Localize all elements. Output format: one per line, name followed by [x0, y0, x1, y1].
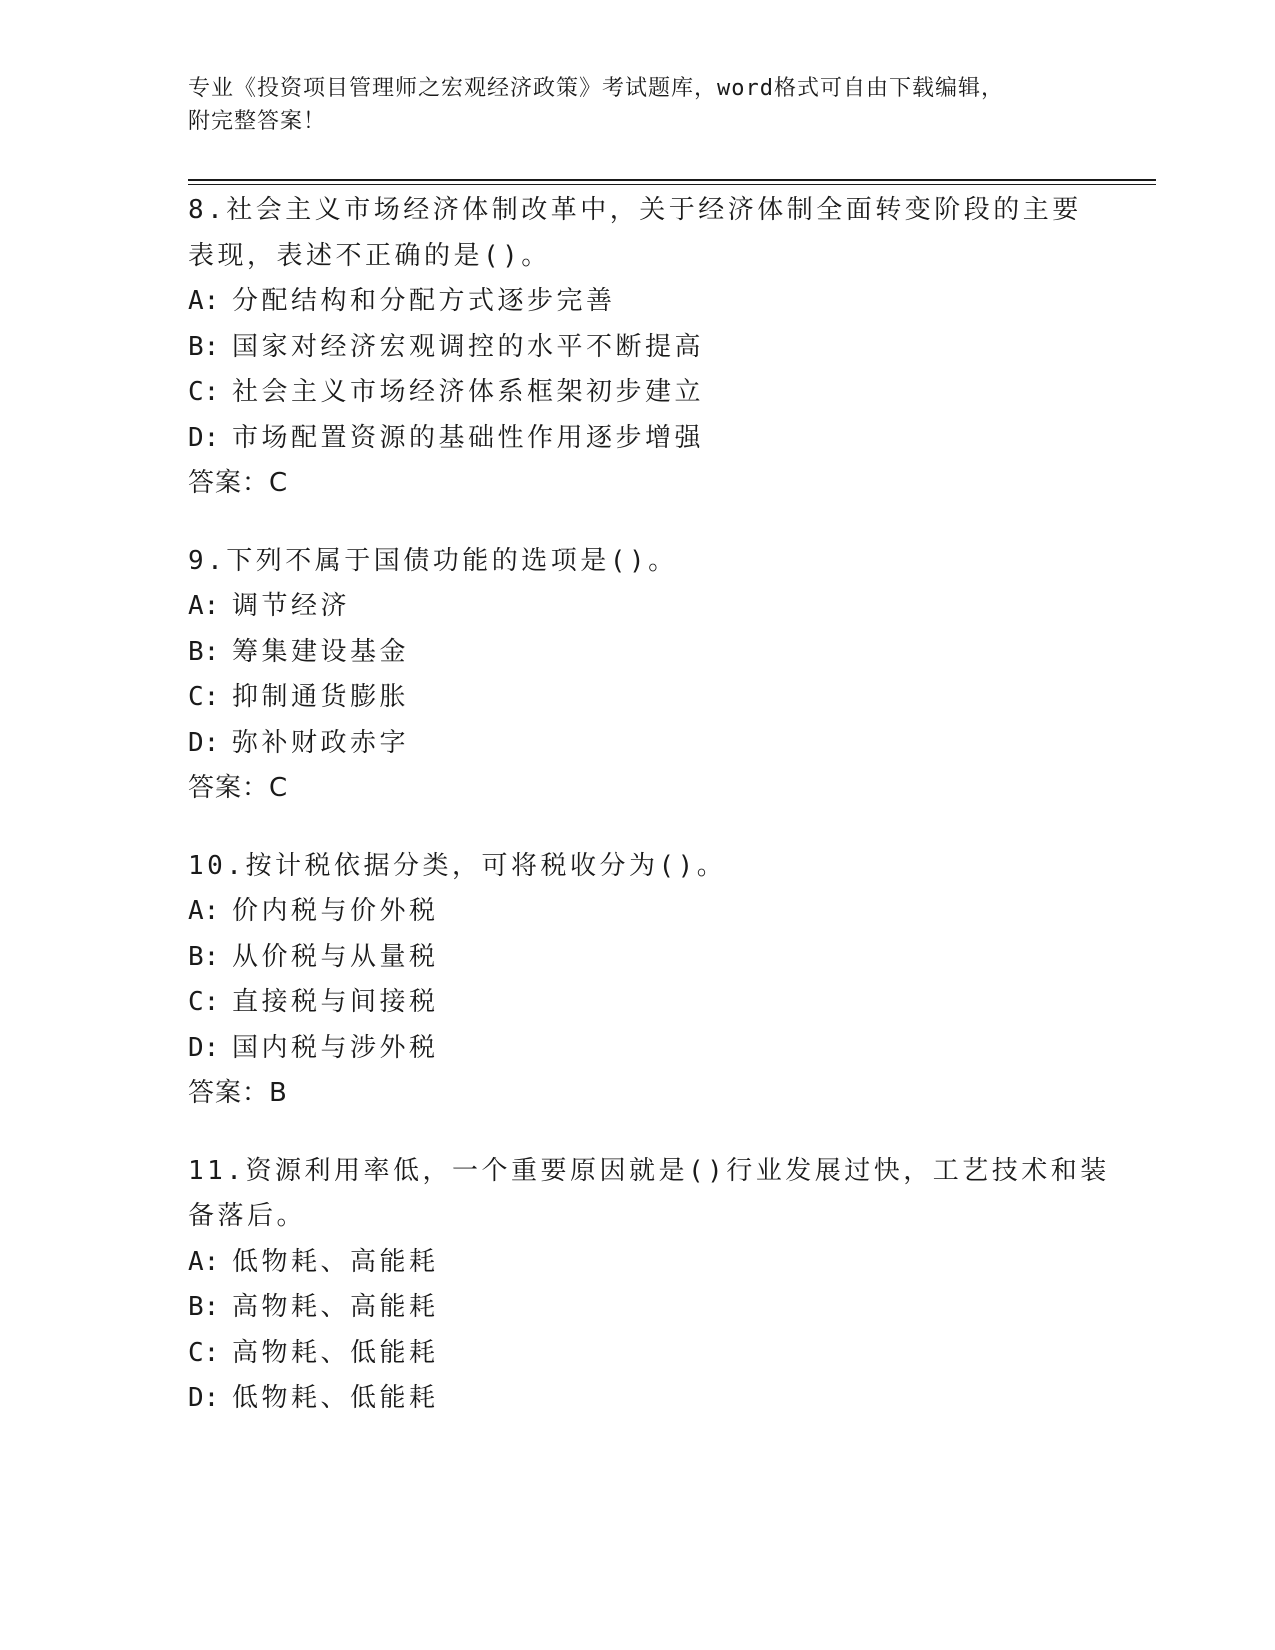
option-text: 抑制通货膨胀 [232, 682, 410, 712]
question-8 [188, 188, 1088, 507]
option-letter: C: [188, 682, 220, 712]
header-intro-line-1: 专业《投资项目管理师之宏观经济政策》考试题库，word格式可自由下载编辑， [188, 76, 1004, 101]
option-text: 国内税与涉外税 [232, 1032, 439, 1063]
question-stem-line: 表现，表述不正确的是()。 [188, 240, 551, 271]
answer-line: 答案：C [188, 773, 289, 803]
question-11 [188, 1149, 1110, 1422]
option-text: 高物耗、高能耗 [232, 1292, 439, 1322]
option-b [188, 935, 1088, 981]
option-text: 从价税与从量税 [232, 941, 439, 972]
option-c [188, 980, 1088, 1026]
option-d [188, 721, 1088, 767]
option-letter: B: [188, 636, 220, 667]
option-a [188, 279, 1088, 325]
option-text: 筹集建设基金 [232, 636, 410, 667]
option-d [188, 1026, 1088, 1072]
option-text: 调节经济 [232, 591, 351, 621]
question-stem-line: 11.资源利用率低，一个重要原因就是()行业发展过快，工艺技术和装 [188, 1155, 1110, 1186]
question-10 [188, 844, 1088, 1117]
option-a [188, 584, 1088, 630]
option-a [188, 1240, 1088, 1286]
option-text: 弥补财政赤字 [232, 727, 410, 758]
option-text: 分配结构和分配方式逐步完善 [232, 286, 616, 316]
option-text: 国家对经济宏观调控的水平不断提高 [232, 331, 705, 362]
option-text: 社会主义市场经济体系框架初步建立 [232, 377, 705, 407]
question-stem-line: 8.社会主义市场经济体制改革中，关于经济体制全面转变阶段的主要 [188, 195, 1082, 225]
option-b [188, 630, 1088, 676]
option-letter: B: [188, 941, 220, 972]
option-c [188, 1331, 1088, 1377]
option-letter: A: [188, 591, 220, 621]
option-text: 市场配置资源的基础性作用逐步增强 [232, 422, 705, 453]
option-c [188, 675, 1088, 721]
question-stem-line: 备落后。 [188, 1201, 307, 1231]
header-divider-thin [188, 184, 1156, 185]
option-letter: A: [188, 286, 220, 316]
option-text: 低物耗、低能耗 [232, 1383, 439, 1413]
option-c [188, 370, 1088, 416]
question-stem-line: 10.按计税依据分类，可将税收分为()。 [188, 850, 727, 881]
answer-line: 答案：B [188, 1078, 288, 1108]
option-letter: A: [188, 896, 220, 926]
option-letter: B: [188, 331, 220, 362]
option-a [188, 889, 1088, 935]
option-text: 高物耗、低能耗 [232, 1337, 439, 1368]
question-9 [188, 539, 1088, 812]
header-divider-thick [188, 179, 1156, 181]
option-b [188, 1285, 1088, 1331]
option-text: 直接税与间接税 [232, 987, 439, 1017]
question-stem-line: 9.下列不属于国债功能的选项是()。 [188, 545, 678, 576]
option-text: 价内税与价外税 [232, 896, 439, 926]
question-list [188, 188, 1110, 1454]
option-letter: D: [188, 727, 220, 758]
option-letter: C: [188, 377, 220, 407]
option-d [188, 416, 1088, 462]
answer-line: 答案：C [188, 468, 289, 498]
header-intro-line-2: 附完整答案！ [188, 109, 327, 134]
option-letter: D: [188, 1032, 220, 1063]
option-letter: B: [188, 1292, 220, 1322]
option-d [188, 1376, 1088, 1422]
option-letter: C: [188, 1337, 220, 1368]
option-letter: D: [188, 422, 220, 453]
option-letter: C: [188, 987, 220, 1017]
option-text: 低物耗、高能耗 [232, 1246, 439, 1277]
document-header [188, 72, 1088, 138]
option-letter: D: [188, 1383, 220, 1413]
option-b [188, 325, 1088, 371]
option-letter: A: [188, 1246, 220, 1277]
